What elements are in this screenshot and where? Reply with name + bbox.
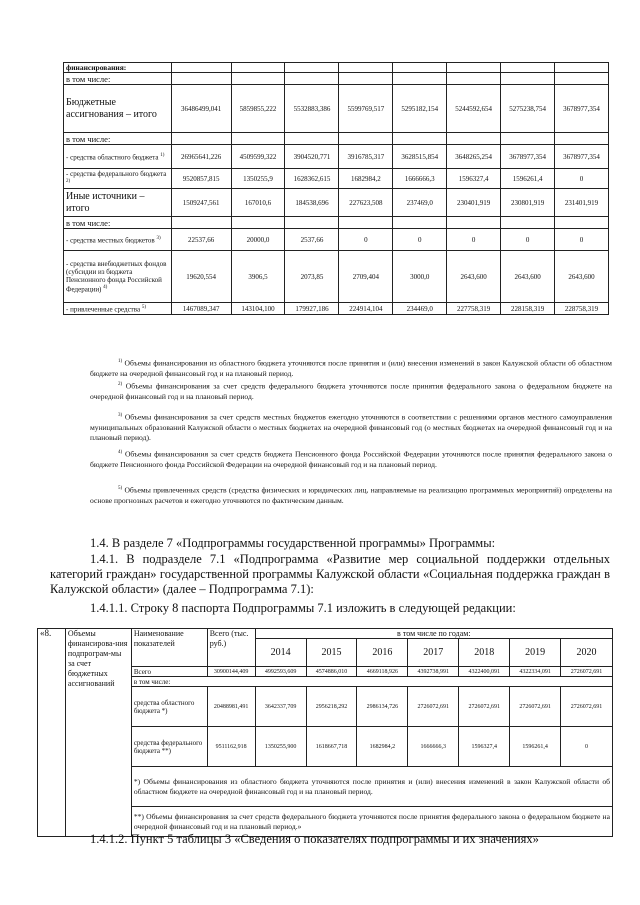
passport-row-table	[37, 628, 613, 837]
cell-value: 0	[339, 229, 393, 251]
cell-value: 2537,66	[285, 229, 339, 251]
cell-value: 143104,100	[231, 303, 285, 315]
cell-value: 3678977,354	[501, 145, 555, 169]
cell-value: 2643,600	[555, 251, 609, 303]
table-row	[64, 229, 609, 251]
cell-value: 3648265,254	[447, 145, 501, 169]
cell-value: 184538,696	[285, 189, 339, 217]
year-2016: 2016	[357, 639, 408, 667]
cell-value	[231, 63, 285, 73]
table-row: в том числе:	[38, 677, 613, 687]
cell-value: 1628362,615	[285, 169, 339, 189]
cell-value: 2709,404	[339, 251, 393, 303]
year-2018: 2018	[459, 639, 510, 667]
cell-value	[555, 63, 609, 73]
cell-value: 227623,508	[339, 189, 393, 217]
cell-value: 5244592,654	[447, 85, 501, 133]
cell-value: 2643,600	[501, 251, 555, 303]
year-2014: 2014	[255, 639, 306, 667]
cell-value: 228158,319	[501, 303, 555, 315]
cell-value: 2643,600	[447, 251, 501, 303]
cell-value: 4509599,322	[231, 145, 285, 169]
footnote-4: $^{4)}$ Объемы финансирования за счет средств бюджета Пенсионного фонда Российской Федерации уточняются после принятия федерального закона о бюджете Пенсионного фонда Российской Федерации на очередной финансовый год и на плановый период.	[90, 449, 612, 469]
table-row: средства областного бюджета *) 20488981,491 3642337,709 2956218,292 2986134,726 2726072,691 2726072,691 2726072,691 2726072,691	[38, 687, 613, 727]
table-row	[64, 85, 609, 133]
cell-value: 5599769,517	[339, 85, 393, 133]
table-row	[64, 169, 609, 189]
cell-value: 9520857,815	[171, 169, 231, 189]
row-label: - средства местных бюджетов $^{3)}$	[64, 229, 172, 251]
table-row	[64, 133, 609, 145]
table-row	[64, 251, 609, 303]
financing-table	[63, 62, 609, 315]
cell-value: 0	[393, 229, 447, 251]
cell-value: 5859855,222	[231, 85, 285, 133]
cell-value: 19620,554	[171, 251, 231, 303]
table-row	[64, 303, 609, 315]
cell-value: 231401,919	[555, 189, 609, 217]
cell-value: 228758,319	[555, 303, 609, 315]
row-label: - средства областного бюджета $^{1)}$	[64, 145, 172, 169]
year-2015: 2015	[306, 639, 357, 667]
cell-value: 2073,85	[285, 251, 339, 303]
cell-value: 3916785,317	[339, 145, 393, 169]
table-row	[64, 145, 609, 169]
row-label: - средства федерального бюджета $^{2)}$	[64, 169, 172, 189]
cell-value: 1350255,9	[231, 169, 285, 189]
cell-value	[501, 63, 555, 73]
cell-value: 224914,104	[339, 303, 393, 315]
cell-value	[393, 63, 447, 73]
paragraph-1-4-1: 1.4.1. В подразделе 7.1 «Подпрограмма «Развитие мер социальной поддержки отдельных категорий граждан» государственной программы Калужской области «Социальная поддержка граждан в Калужской области» (далее – Подпрограмма 7.1):	[50, 552, 610, 596]
paragraph-1-4-1-1: 1.4.1.1. Строку 8 паспорта Подпрограммы 7.1 изложить в следующей редакции:	[90, 601, 516, 615]
row-label: - привлеченные средства $^{5)}$	[64, 303, 172, 315]
cell-value	[171, 63, 231, 73]
footnote-2: $^{2)}$ Объемы финансирования за счет средств федерального бюджета уточняются после принятия федерального закона о федеральном бюджете на очередной финансовый год и на плановый период.	[90, 381, 612, 401]
years-header: в том числе по годам:	[255, 629, 612, 639]
year-2019: 2019	[510, 639, 561, 667]
footnote-3: $^{3)}$ Объемы финансирования за счет средств местных бюджетов ежегодно уточняются в соответствии с решениями органов местного самоуправления муниципальных образований Калужской области о местных бюджетах на очередной финансовый год (о местных бюджетах на очередной финансовый год и на плановый период).	[90, 412, 612, 442]
cell-value: 1596261,4	[501, 169, 555, 189]
footnote-1: $^{1)}$ Объемы финансирования из областного бюджета уточняются после принятия и (или) внесения изменений в закон Калужской области об областном бюджете на очередной финансовый год и на плановый период.	[90, 358, 612, 378]
cell-value: 237469,0	[393, 189, 447, 217]
cell-value: 234469,0	[393, 303, 447, 315]
cell-value: 3628515,854	[393, 145, 447, 169]
cell-value: 26965641,226	[171, 145, 231, 169]
cell-value: 0	[555, 229, 609, 251]
cell-value: 179927,186	[285, 303, 339, 315]
cell-value: 5275238,754	[501, 85, 555, 133]
table-row	[64, 189, 609, 217]
cell-value: 0	[555, 169, 609, 189]
row-label: - средства внебюджетных фондов (субсидии из бюджета Пенсионного фонда Российской Федерации) $^{4)}$	[64, 251, 172, 303]
col-total-header: Всего (тыс. руб.)	[207, 629, 255, 667]
row-label: Бюджетные ассигнования – итого	[64, 85, 172, 133]
col-name-header: Наименование показателей	[131, 629, 207, 667]
cell-value: 230401,919	[447, 189, 501, 217]
cell-value: 230801,919	[501, 189, 555, 217]
cell-value: 0	[501, 229, 555, 251]
cell-value: 1509247,561	[171, 189, 231, 217]
cell-value: 1467089,347	[171, 303, 231, 315]
cell-value: 3678977,354	[555, 85, 609, 133]
row-label: в том числе:	[64, 217, 172, 229]
cell-value	[285, 63, 339, 73]
row-label: в том числе:	[64, 133, 172, 145]
cell-value: 1682984,2	[339, 169, 393, 189]
year-2020: 2020	[561, 639, 613, 667]
table-row	[64, 217, 609, 229]
cell-value: 20000,0	[231, 229, 285, 251]
footnote-5: $^{5)}$ Объемы привлеченных средств (средства физических и юридических лиц, направляемые на реализацию программных мероприятий) определены на основе прогнозных расчетов и ежегодно уточняются по фактическим данным.	[90, 485, 612, 505]
cell-value: 3000,0	[393, 251, 447, 303]
cell-value: 3904520,771	[285, 145, 339, 169]
cell-value: 1666666,3	[393, 169, 447, 189]
paragraph-1-4: 1.4. В разделе 7 «Подпрограммы государственной программы» Программы:	[90, 536, 496, 550]
table-row: средства федерального бюджета **) 9511162,918 1350255,900 1618667,718 1682984,2 1666666,3 1596327,4 1596261,4 0	[38, 727, 613, 767]
cell-value: 1596327,4	[447, 169, 501, 189]
paragraph-1-4-1-2: 1.4.1.2. Пункт 5 таблицы 3 «Сведения о показателях подпрограммы и их значениях»	[90, 832, 539, 846]
row-title: Объемы финансирова-ния подпрограм-мы за счет бюджетных ассигнований	[65, 629, 131, 837]
cell-value: 167010,6	[231, 189, 285, 217]
note-regional-budget: *) Объемы финансирования из областного бюджета уточняются после принятия и (или) внесения изменений в закон Калужской области об областном бюджете на очередной финансовый год и на плановый период.	[131, 767, 612, 807]
cell-value: 22537,66	[171, 229, 231, 251]
cell-value: 227758,319	[447, 303, 501, 315]
cell-value	[339, 63, 393, 73]
row-label: Иные источники – итого	[64, 189, 172, 217]
row-number: «8.	[38, 629, 66, 837]
table-row	[64, 73, 609, 85]
cell-value: 5295182,154	[393, 85, 447, 133]
year-2017: 2017	[408, 639, 459, 667]
table-row: Всего 30900144,409 4992593,609 4574886,010 4669118,926 4392738,991 4322400,091 4322334,091 2726072,691	[38, 667, 613, 677]
cell-value: 0	[447, 229, 501, 251]
cell-value	[447, 63, 501, 73]
note-federal-budget: **) Объемы финансирования за счет средств федерального бюджета уточняются после принятия федерального закона о федеральном бюджете на очередной финансовый год и на плановый период.»	[131, 807, 612, 837]
row-label: в том числе:	[64, 73, 172, 85]
cell-value: 36486499,041	[171, 85, 231, 133]
cell-value: 3678977,354	[555, 145, 609, 169]
cell-value: 3906,5	[231, 251, 285, 303]
cell-value: 5532883,386	[285, 85, 339, 133]
row-label: финансирования:	[64, 63, 172, 73]
table-row	[64, 63, 609, 73]
